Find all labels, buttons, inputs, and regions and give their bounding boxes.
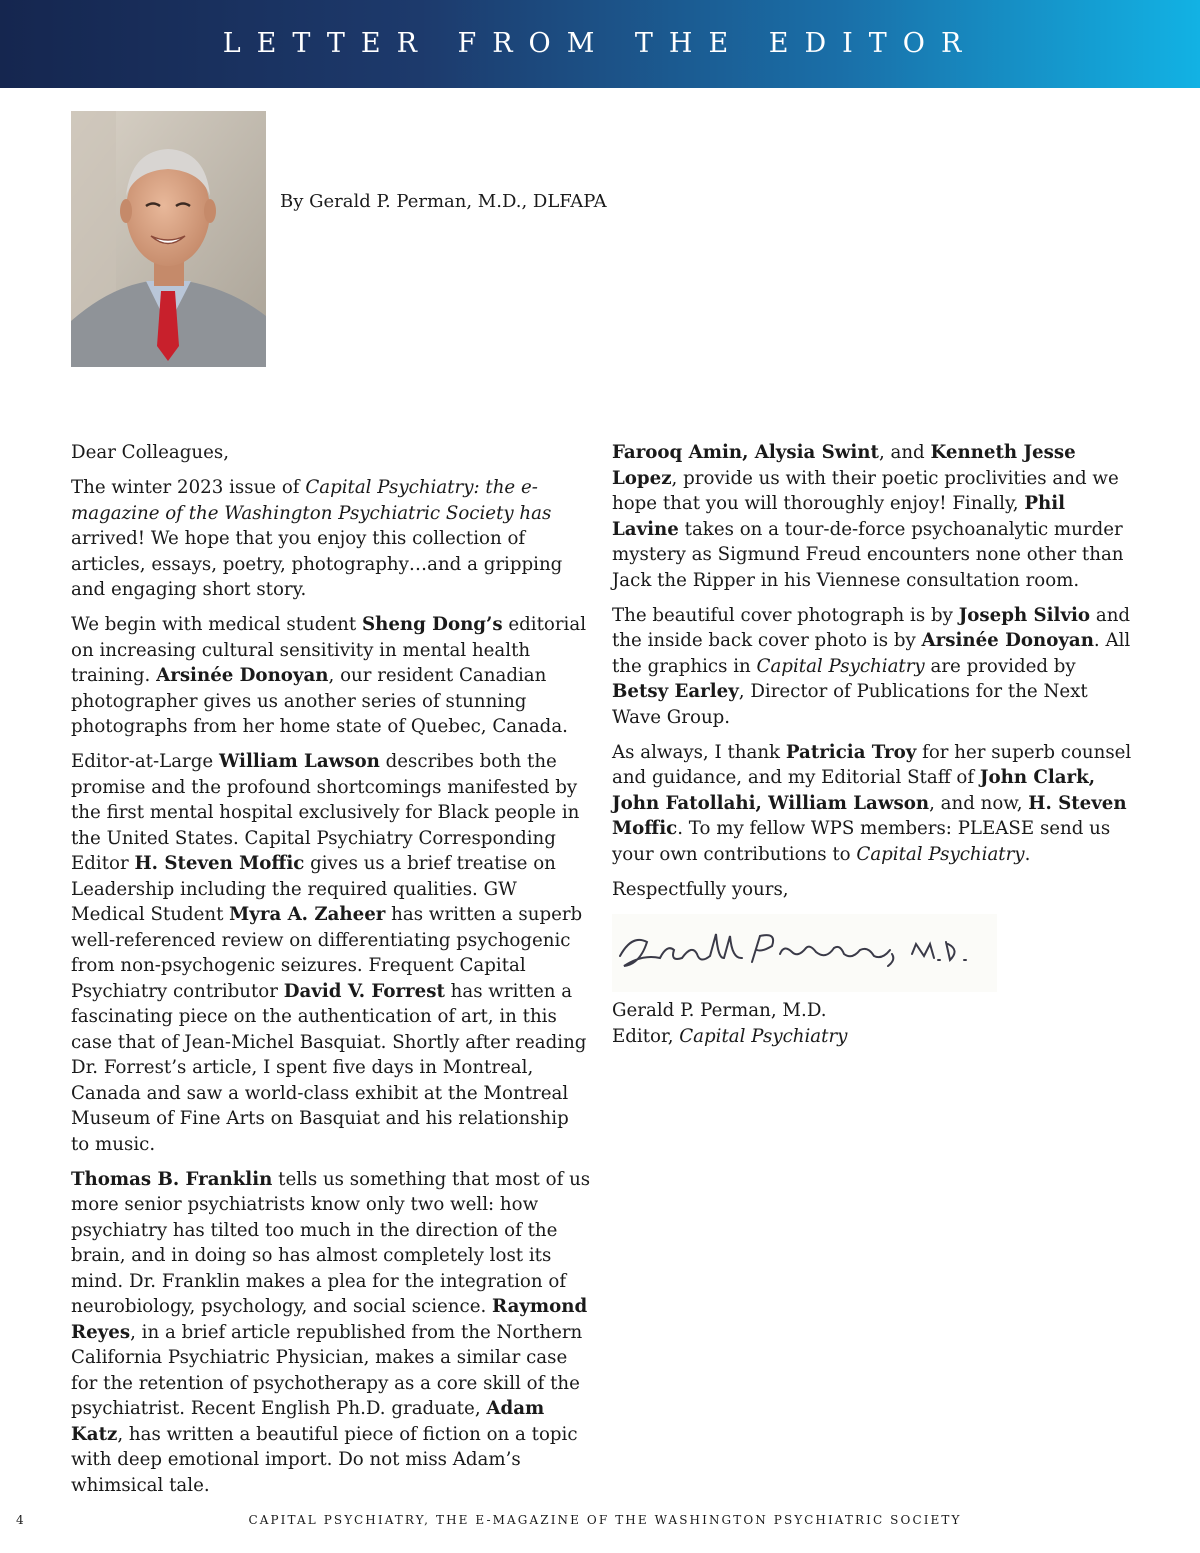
- paragraph-intro: The winter 2023 issue of Capital Psychiatry: the e-magazine of the Washington Psychiatric Society has arrived! We hope that you enjoy this collection of articles, essays, poetry, photography…and a gripping and engaging short story.: [71, 477, 563, 600]
- greeting: Dear Colleagues,: [71, 442, 230, 463]
- paragraph-contributors-4: Farooq Amin, Alysia Swint, and Kenneth Jesse Lopez, provide us with their poetic proclivities and we hope that you will thoroughly enjoy! Finally, Phil Lavine takes on a tour-de-force psychoanalytic murder mystery as Sigmund Freud encounters none other than Jack the Ripper in his Viennese consultation room.: [612, 442, 1124, 591]
- article-column-left: [71, 440, 591, 1508]
- paragraph-contributors-1: We begin with medical student Sheng Dong’s editorial on increasing cultural sensitivity in mental health training. Arsinée Donoyan, our resident Canadian photographer gives us another series of stunning photographs from her home state of Quebec, Canada.: [71, 614, 587, 737]
- byline: By Gerald P. Perman, M.D., DLFAPA: [280, 191, 607, 212]
- section-title: LETTER FROM THE EDITOR: [222, 28, 978, 59]
- paragraph-credits: The beautiful cover photograph is by Joseph Silvio and the inside back cover photo is by Arsinée Donoyan. All the graphics in Capital Psychiatry are provided by Betsy Earley, Director of Publications for the Next Wave Group.: [612, 604, 1131, 728]
- editor-portrait-photo: [71, 111, 266, 367]
- signature-title: Editor, Capital Psychiatry: [612, 1025, 848, 1047]
- paragraph-thanks: As always, I thank Patricia Troy for her superb counsel and guidance, and my Editorial Staff of John Clark, John Fatollahi, William Lawson, and now, H. Steven Moffic. To my fellow WPS members: PLEASE send us your own contributions to Capital Psychiatry.: [612, 741, 1132, 865]
- paragraph-contributors-2: Editor-at-Large William Lawson describes both the promise and the profound shortcomings manifested by the first mental hospital exclusively for Black people in the United States. Capital Psychiatry Corresponding Editor H. Steven Moffic gives us a brief treatise on Leadership including the required qualities. GW Medical Student Myra A. Zaheer has written a superb well-referenced review on differentiating psychogenic from non-psychogenic seizures. Frequent Capital Psychiatry contributor David V. Forrest has written a fascinating piece on the authentication of art, in this case that of Jean-Michel Basquiat. Shortly after reading Dr. Forrest’s article, I spent five days in Montreal, Canada and saw a world-class exhibit at the Montreal Museum of Fine Arts on Basquiat and his relationship to music.: [71, 751, 587, 1155]
- signature-name: Gerald P. Perman, M.D.: [612, 1000, 827, 1021]
- signature-block: [612, 998, 1134, 1049]
- closing: Respectfully yours,: [612, 878, 789, 900]
- page-number: 4: [16, 1513, 25, 1527]
- paragraph-contributors-3: Thomas B. Franklin tells us something that most of us more senior psychiatrists know only two well: how psychiatry has tilted too much in the direction of the brain, and in doing so has almost completely lost its mind. Dr. Franklin makes a plea for the integration of neurobiology, psychology, and social science. Raymond Reyes, in a brief article republished from the Northern California Psychiatric Physician, makes a similar case for the retention of psychotherapy as a core skill of the psychiatrist. Recent English Ph.D. graduate, Adam Katz, has written a beautiful piece of fiction on a topic with deep emotional import. Do not miss Adam’s whimsical tale.: [71, 1168, 591, 1496]
- handwritten-signature: [612, 914, 997, 992]
- running-footer: CAPITAL PSYCHIATRY, THE E-MAGAZINE OF THE WASHINGTON PSYCHIATRIC SOCIETY: [248, 1513, 962, 1527]
- header-banner: [0, 0, 1200, 88]
- article-column-right: [612, 440, 1134, 1059]
